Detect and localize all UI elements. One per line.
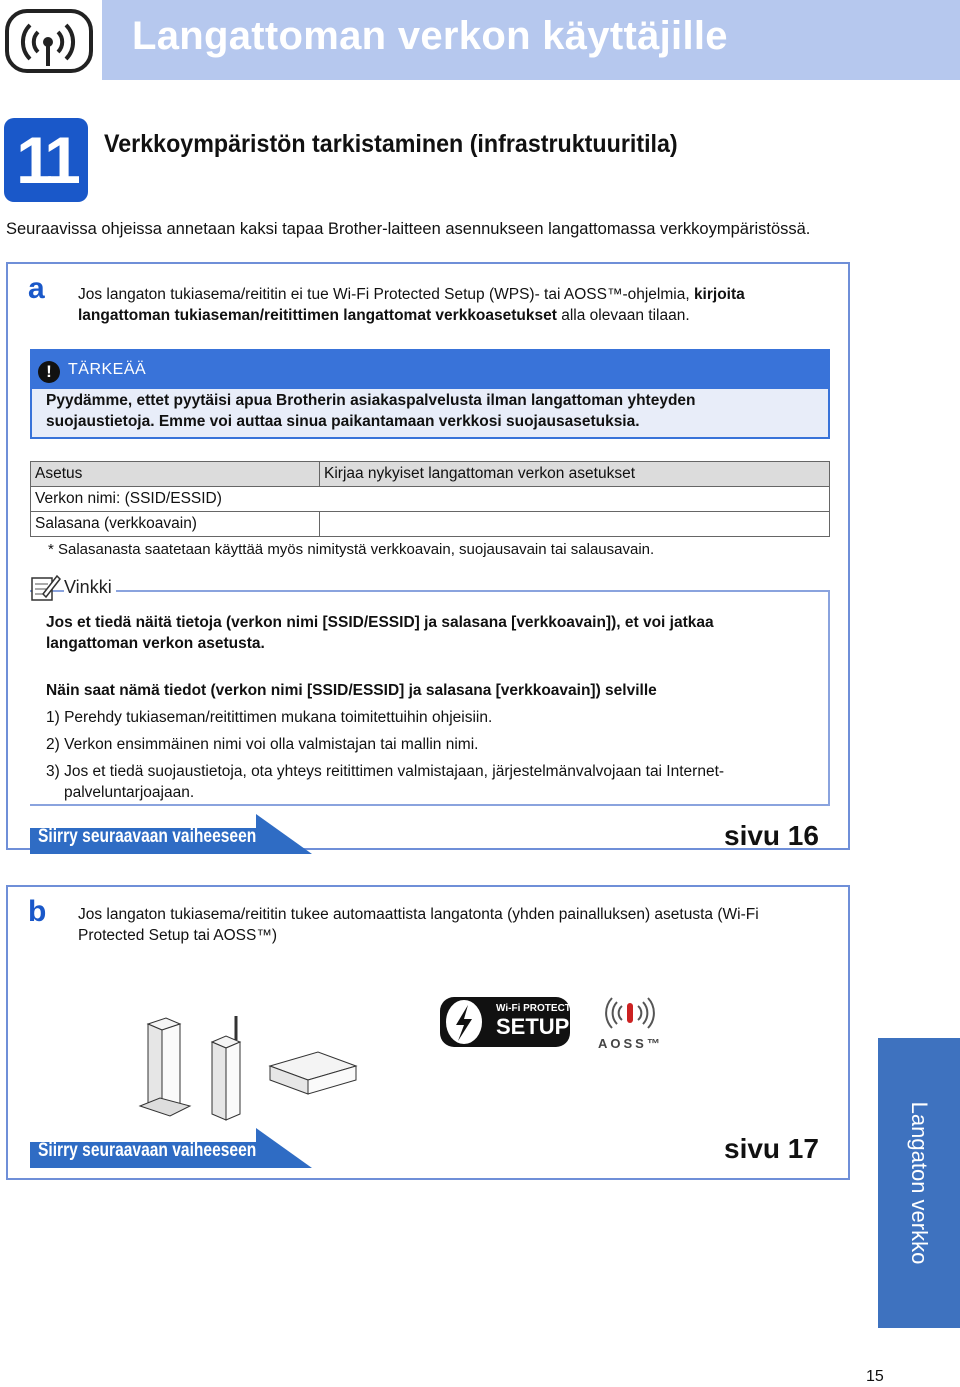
section-a-letter: a (28, 272, 45, 305)
important-label: TÄRKEÄÄ (68, 361, 147, 378)
note-pencil-icon (30, 572, 62, 602)
hint-warning (46, 612, 816, 654)
section-a-line2: alla olevaan tilaan. (556, 307, 690, 324)
aoss-logo-text: AOSS™ (598, 1036, 663, 1051)
section-a-text (78, 284, 838, 326)
table-cell-value[interactable] (320, 512, 830, 537)
hint-how-title: Näin saat nämä tiedot (verkon nimi [SSID/ESSID] ja salasana [verkkoavain]) selville (46, 682, 657, 699)
important-line2: suojaustietoja. Emme voi auttaa sinua paikantamaan verkkosi suojausasetuksia. (46, 413, 640, 430)
section-a-line2-bold: langattoman tukiaseman/reitittimen langattomat verkkoasetukset (78, 307, 557, 324)
section-b-letter: b (28, 895, 47, 928)
hint-warning-line1: Jos et tiedä näitä tietoja (verkon nimi [SSID/ESSID] ja salasana [verkkoavain]), et voi jatkaa (46, 614, 714, 631)
hint-item-3 (46, 761, 816, 803)
hint-warning-line2: langattoman verkon asetusta. (46, 635, 265, 652)
table-header-value: Kirjaa nykyiset langattoman verkon asetukset (320, 462, 830, 487)
table-row (31, 512, 830, 537)
next-step-label-b[interactable]: Siirry seuraavaan vaiheeseen (38, 1140, 257, 1161)
section-a-line1: Jos langaton tukiasema/reititin ei tue Wi-Fi Protected Setup (WPS)- tai AOSS™-ohjelmia, (78, 286, 694, 303)
settings-table (30, 461, 830, 537)
step-title: Verkkoympäristön tarkistaminen (infrastruktuuritila) (104, 130, 678, 158)
wireless-logo-icon (4, 8, 94, 74)
table-cell-label: Salasana (verkkoavain) (31, 512, 320, 537)
table-row (31, 487, 830, 512)
intro-text: Seuraavissa ohjeissa annetaan kaksi tapaa Brother-laitteen asennukseen langattomassa verkkoympäristössä. (6, 220, 811, 238)
section-b-line2: Protected Setup tai AOSS™) (78, 927, 278, 944)
wps-logo-top-text: Wi-Fi PROTECTED (496, 1003, 585, 1014)
hint-item-2: 2) Verkon ensimmäinen nimi voi olla valmistajan tai mallin nimi. (46, 736, 479, 753)
page-number: 15 (866, 1368, 884, 1385)
router-devices-image (130, 1010, 370, 1130)
side-tab-label: Langaton verkko (907, 1101, 932, 1265)
table-cell-label: Verkon nimi: (SSID/ESSID) (31, 487, 320, 512)
table-header-row (31, 462, 830, 487)
hint-item-1: 1) Perehdy tukiaseman/reitittimen mukana toimitettuihin ohjeisiin. (46, 709, 493, 726)
step-number-badge: 11 (4, 118, 88, 202)
important-text (46, 390, 816, 432)
section-b-line1: Jos langaton tukiasema/reititin tukee automaattista langatonta (yhden painalluksen) asetusta (Wi-Fi (78, 906, 759, 923)
warning-icon: ! (38, 361, 60, 383)
hint-item-3-line2: palveluntarjoajaan. (64, 784, 195, 801)
section-b-text (78, 904, 838, 946)
table-cell-value[interactable] (320, 487, 830, 512)
table-footnote: * Salasanasta saatetaan käyttää myös nimitystä verkkoavain, suojausavain tai salausavain. (48, 541, 655, 558)
wps-logo-bottom-text: SETUP (496, 1014, 570, 1039)
important-header (30, 349, 830, 389)
important-line1: Pyydämme, ettet pyytäisi apua Brotherin asiakaspalvelusta ilman langattoman yhteyden (46, 392, 696, 409)
page-title: Langattoman verkon käyttäjille (132, 14, 728, 58)
section-a-line1-bold: kirjoita (693, 286, 745, 303)
next-step-label-a[interactable]: Siirry seuraavaan vaiheeseen (38, 826, 257, 847)
title-bar (102, 0, 960, 80)
hint-item-3-line1: 3) Jos et tiedä suojaustietoja, ota yhteys reitittimen valmistajaan, järjestelmänvalvojaan tai Internet- (46, 763, 725, 780)
next-step-page-b[interactable]: sivu 17 (724, 1133, 819, 1164)
table-header-setting: Asetus (31, 462, 320, 487)
side-tab (878, 1038, 960, 1328)
hint-label: Vinkki (64, 577, 116, 598)
next-step-page-a[interactable]: sivu 16 (724, 820, 819, 851)
